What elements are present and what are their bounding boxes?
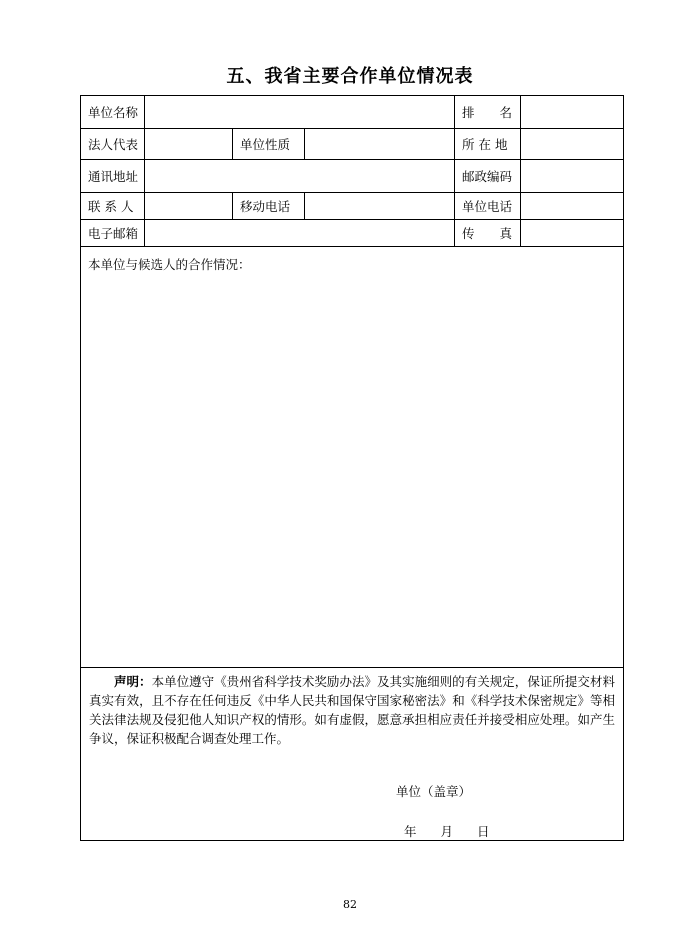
declaration-body: 本单位遵守《贵州省科学技术奖励办法》及其实施细则的有关规定，保证所提交材料真实有效，且不存在任何违反《中华人民共和国保守国家秘密法》和《科学技术保密规定》等相关法律法规及侵犯他人知识产权的情形。如有虚假，愿意承担相应责任并接受相应处理。如产生争议，保证积极配合调查处理工作。 (89, 674, 615, 746)
address-label: 通讯地址 (81, 160, 145, 193)
fax-field[interactable] (521, 220, 624, 247)
mobile-field[interactable] (305, 193, 455, 220)
cooperation-label: 本单位与候选人的合作情况： (88, 257, 251, 272)
seal-label: 单位（盖章） (396, 784, 472, 799)
rank-label: 排 名 (455, 96, 521, 129)
postal-code-field[interactable] (521, 160, 624, 193)
postal-code-label: 邮政编码 (455, 160, 521, 193)
date-label: 年 月 日 (404, 824, 490, 839)
legal-rep-label: 法人代表 (81, 129, 145, 160)
fax-label: 传 真 (455, 220, 521, 247)
unit-name-label: 单位名称 (81, 96, 145, 129)
page-title: 五、我省主要合作单位情况表 (226, 66, 474, 87)
declaration-text (89, 672, 615, 748)
unit-nature-label: 单位性质 (233, 129, 305, 160)
cooperation-unit-form (80, 95, 624, 841)
mobile-label: 移动电话 (233, 193, 305, 220)
unit-phone-label: 单位电话 (455, 193, 521, 220)
rank-field[interactable] (521, 96, 624, 129)
declaration-heading: 声明： (114, 674, 152, 689)
unit-nature-field[interactable] (305, 129, 455, 160)
address-field[interactable] (145, 160, 455, 193)
email-label: 电子邮箱 (81, 220, 145, 247)
unit-name-field[interactable] (145, 96, 455, 129)
location-field[interactable] (521, 129, 624, 160)
page-number: 82 (343, 898, 357, 911)
location-label: 所 在 地 (455, 129, 521, 160)
contact-field[interactable] (145, 193, 233, 220)
cooperation-section[interactable] (81, 247, 624, 668)
contact-label: 联 系 人 (81, 193, 145, 220)
legal-rep-field[interactable] (145, 129, 233, 160)
declaration-section (81, 668, 624, 841)
email-field[interactable] (145, 220, 455, 247)
unit-phone-field[interactable] (521, 193, 624, 220)
